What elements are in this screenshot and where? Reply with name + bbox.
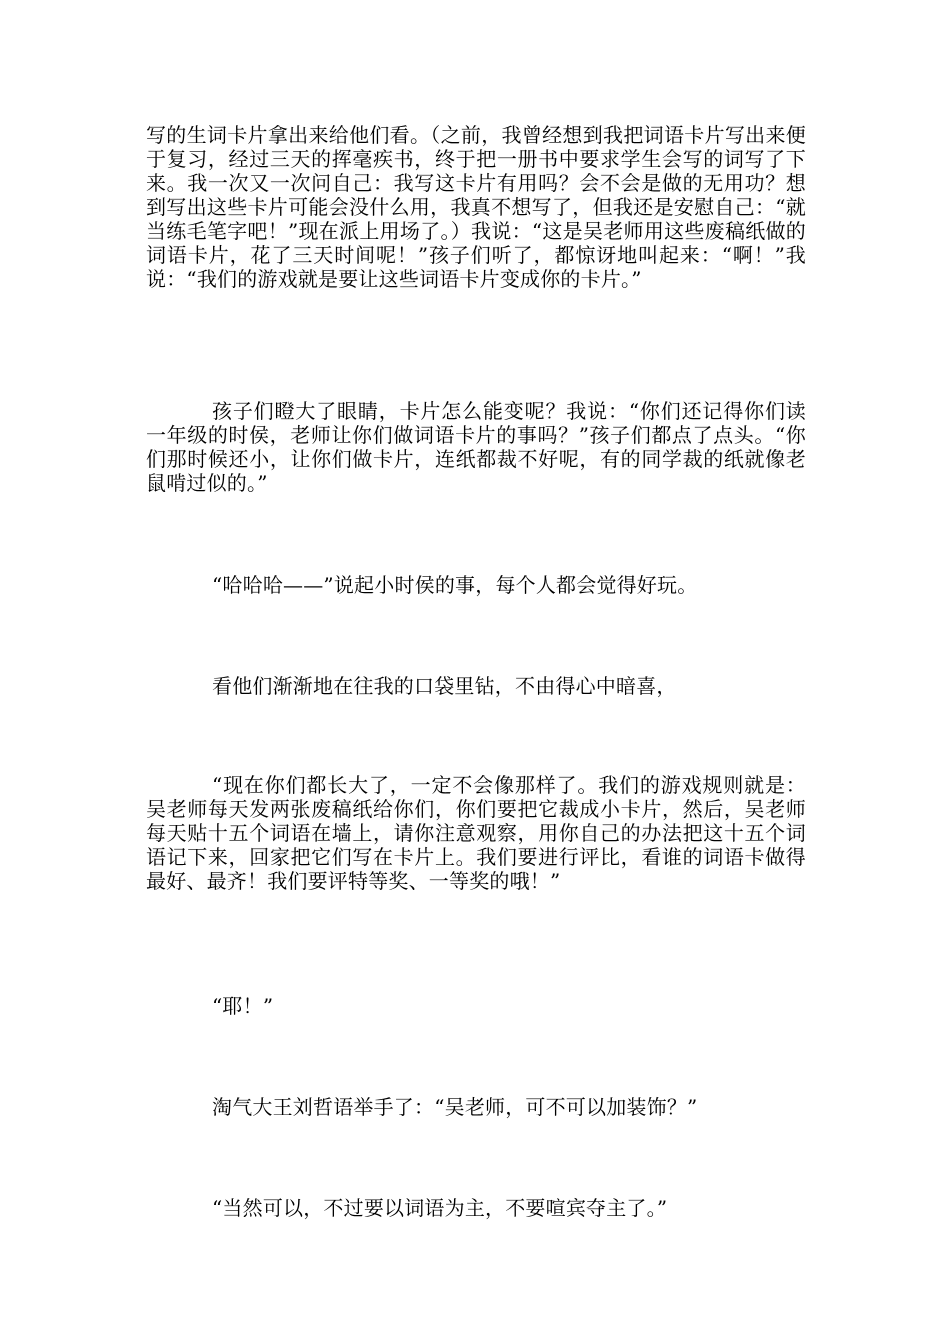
paragraph-8: “当然可以，不过要以词语为主，不要喧宾夺主了。” [212, 1196, 668, 1220]
paragraph-4: 看他们渐渐地在往我的口袋里钻，不由得心中暗喜， [212, 674, 677, 698]
paragraph-2: 孩子们瞪大了眼睛，卡片怎么能变呢？我说：“你们还记得你们读一年级的时侯，老师让你们做词语卡片的事吗？”孩子们都点了点头。“你们那时候还小，让你们做卡片，连纸都裁不好呢，有的同学裁的纸就像老鼠啃过似的。” [146, 399, 806, 495]
paragraph-1: 写的生词卡片拿出来给他们看。（之前，我曾经想到我把词语卡片写出来便于复习，经过三天的挥毫疾书，终于把一册书中要求学生会写的词写了下来。我一次又一次问自己：我写这卡片有用吗？会不会是做的无用功？想到写出这些卡片可能会没什么用，我真不想写了，但我还是安慰自己：“就当练毛笔字吧！”现在派上用场了。）我说：“这是吴老师用这些废稿纸做的词语卡片，花了三天时间呢！”孩子们听了，都惊讶地叫起来：“啊！”我说：“我们的游戏就是要让这些词语卡片变成你的卡片。” [146, 123, 806, 291]
paragraph-6: “耶！” [212, 994, 274, 1018]
paragraph-7: 淘气大王刘哲语举手了：“吴老师，可不可以加装饰？” [212, 1095, 698, 1119]
paragraph-3: “哈哈哈——”说起小时侯的事，每个人都会觉得好玩。 [212, 573, 698, 597]
paragraph-5: “现在你们都长大了，一定不会像那样了。我们的游戏规则就是：吴老师每天发两张废稿纸给你们，你们要把它裁成小卡片，然后，吴老师每天贴十五个词语在墙上，请你注意观察，用你自己的办法把这十五个词语记下来，回家把它们写在卡片上。我们要进行评比，看谁的词语卡做得最好、最齐！我们要评特等奖、一等奖的哦！” [146, 773, 806, 893]
